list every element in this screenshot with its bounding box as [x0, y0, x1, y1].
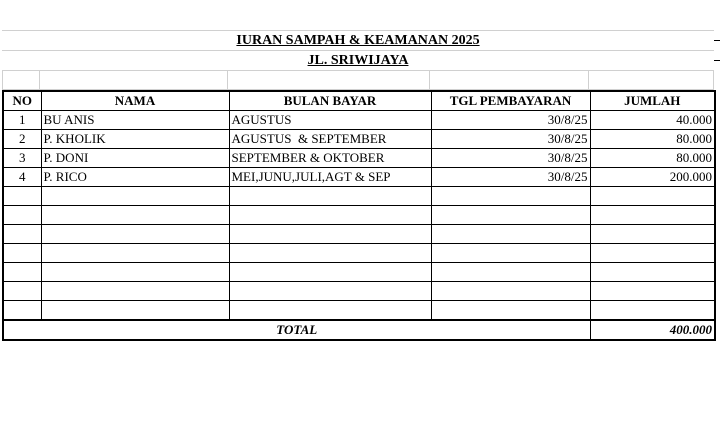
empty-cell[interactable]	[3, 187, 41, 206]
cell-no[interactable]: 3	[3, 149, 41, 168]
empty-cell[interactable]	[229, 244, 431, 263]
title-cell[interactable]	[2, 30, 714, 51]
cell-no[interactable]: 1	[3, 111, 41, 130]
empty-cell[interactable]	[2, 71, 40, 90]
empty-cell[interactable]	[431, 244, 590, 263]
cell-tgl[interactable]: 30/8/25	[431, 111, 590, 130]
empty-cell[interactable]	[431, 301, 590, 321]
cell-bulan[interactable]: AGUSTUS & SEPTEMBER	[229, 130, 431, 149]
cell-tgl[interactable]: 30/8/25	[431, 168, 590, 187]
table-row	[3, 168, 715, 187]
header-no[interactable]: NO	[3, 91, 41, 111]
subtitle-cell[interactable]	[2, 51, 714, 71]
cell-nama[interactable]: BU ANIS	[41, 111, 229, 130]
empty-cell[interactable]	[229, 282, 431, 301]
empty-cell[interactable]	[3, 301, 41, 321]
cell-no[interactable]: 2	[3, 130, 41, 149]
empty-cell[interactable]	[41, 187, 229, 206]
empty-cell[interactable]	[229, 225, 431, 244]
cell-jumlah[interactable]: 80.000	[590, 149, 715, 168]
empty-cell[interactable]	[590, 225, 715, 244]
header-row	[3, 91, 715, 111]
cell-nama[interactable]: P. KHOLIK	[41, 130, 229, 149]
empty-cell[interactable]	[431, 263, 590, 282]
cell-jumlah[interactable]: 80.000	[590, 130, 715, 149]
empty-cell[interactable]	[229, 187, 431, 206]
empty-table-row	[3, 282, 715, 301]
header-bulan-bayar[interactable]: BULAN BAYAR	[229, 91, 431, 111]
empty-cell[interactable]	[41, 225, 229, 244]
cell-jumlah[interactable]: 200.000	[590, 168, 715, 187]
cell-jumlah[interactable]: 40.000	[590, 111, 715, 130]
cell-nama[interactable]: P. RICO	[41, 168, 229, 187]
empty-cell[interactable]	[41, 263, 229, 282]
cell-tgl[interactable]: 30/8/25	[431, 130, 590, 149]
empty-cell[interactable]	[590, 301, 715, 321]
total-row	[3, 320, 715, 340]
empty-cell[interactable]	[41, 301, 229, 321]
empty-cell[interactable]	[41, 282, 229, 301]
cell-no[interactable]: 4	[3, 168, 41, 187]
table-row	[3, 111, 715, 130]
table-row	[3, 149, 715, 168]
empty-cell[interactable]	[3, 282, 41, 301]
empty-cell[interactable]	[3, 225, 41, 244]
spreadsheet	[2, 30, 714, 341]
empty-cell[interactable]	[41, 206, 229, 225]
cell-tgl[interactable]: 30/8/25	[431, 149, 590, 168]
cell-bulan[interactable]: MEI,JUNU,JULI,AGT & SEP	[229, 168, 431, 187]
sheet-title: IURAN SAMPAH & KEAMANAN 2025	[236, 33, 480, 48]
edge-mark	[714, 40, 720, 41]
empty-cell[interactable]	[229, 263, 431, 282]
header-nama[interactable]: NAMA	[41, 91, 229, 111]
empty-cell[interactable]	[3, 263, 41, 282]
empty-cell[interactable]	[590, 206, 715, 225]
empty-cell[interactable]	[41, 244, 229, 263]
cell-nama[interactable]: P. DONI	[41, 149, 229, 168]
empty-cell[interactable]	[590, 244, 715, 263]
empty-table-row	[3, 206, 715, 225]
empty-cell[interactable]	[431, 282, 590, 301]
empty-table-row	[3, 225, 715, 244]
empty-row	[2, 71, 714, 90]
cell-bulan[interactable]: AGUSTUS	[229, 111, 431, 130]
empty-cell[interactable]	[431, 187, 590, 206]
empty-cell[interactable]	[430, 71, 589, 90]
empty-table-row	[3, 301, 715, 321]
empty-cell[interactable]	[229, 206, 431, 225]
empty-cell[interactable]	[3, 244, 41, 263]
empty-cell[interactable]	[228, 71, 430, 90]
sheet-subtitle: JL. SRIWIJAYA	[307, 53, 409, 68]
empty-table-row	[3, 244, 715, 263]
total-value[interactable]: 400.000	[590, 320, 715, 340]
header-jumlah[interactable]: JUMLAH	[590, 91, 715, 111]
empty-cell[interactable]	[229, 301, 431, 321]
empty-cell[interactable]	[3, 206, 41, 225]
payment-table	[2, 90, 716, 341]
empty-table-row	[3, 187, 715, 206]
empty-cell[interactable]	[589, 71, 714, 90]
empty-cell[interactable]	[431, 206, 590, 225]
header-tgl-pembayaran[interactable]: TGL PEMBAYARAN	[431, 91, 590, 111]
empty-cell[interactable]	[590, 187, 715, 206]
empty-cell[interactable]	[590, 282, 715, 301]
empty-cell[interactable]	[431, 225, 590, 244]
empty-cell[interactable]	[40, 71, 228, 90]
total-label[interactable]: TOTAL	[3, 320, 590, 340]
cell-bulan[interactable]: SEPTEMBER & OKTOBER	[229, 149, 431, 168]
edge-mark	[714, 60, 720, 61]
empty-cell[interactable]	[590, 263, 715, 282]
empty-table-row	[3, 263, 715, 282]
table-row	[3, 130, 715, 149]
